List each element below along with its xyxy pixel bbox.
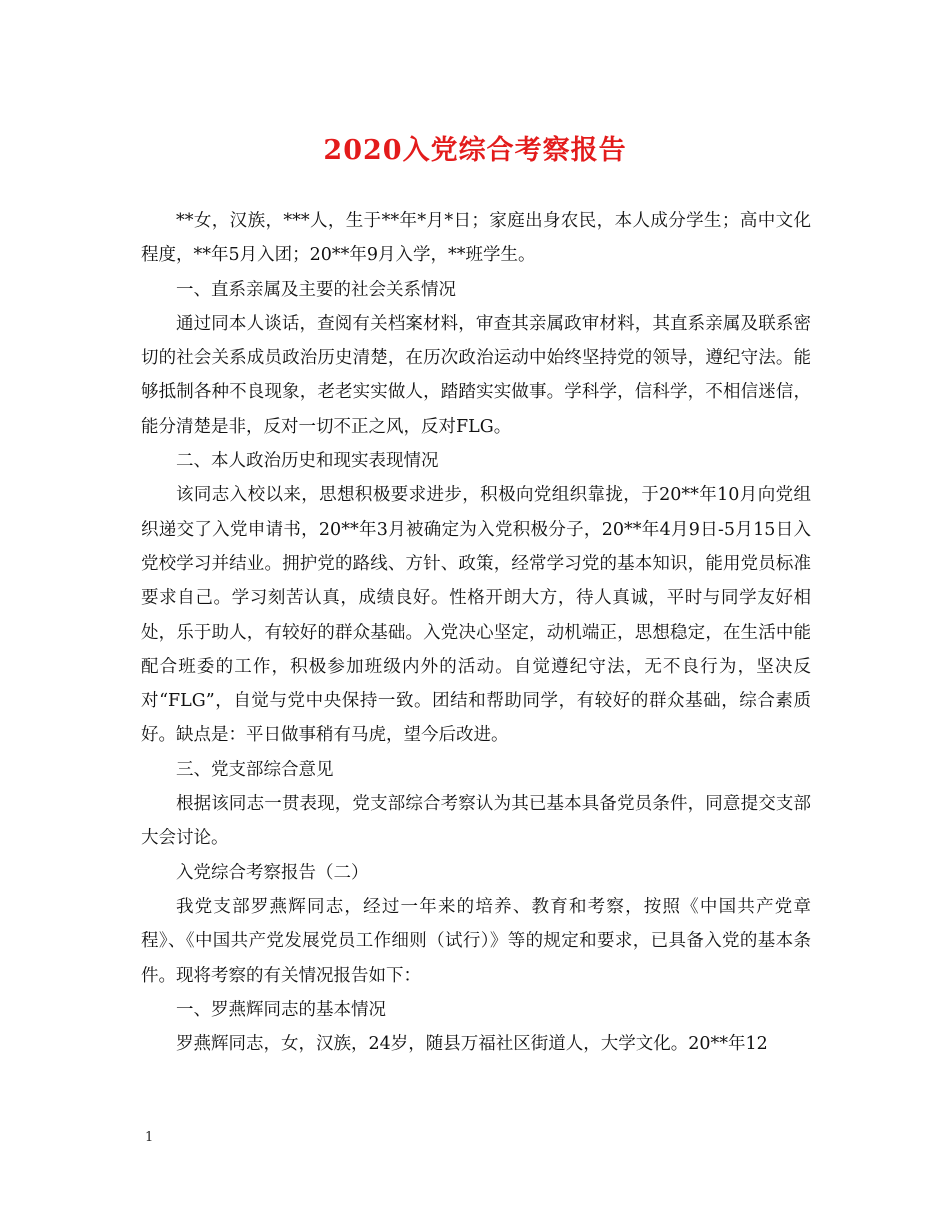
document-title: 2020入党综合考察报告 (323, 135, 627, 166)
paragraph: 罗燕辉同志，女，汉族，24岁，随县万福社区街道人，大学文化。20**年12 (176, 1034, 768, 1055)
paragraph: 根据该同志一贯表现，党支部综合考察认为其已基本具备党员条件，同意提交支部大会讨论。 (141, 794, 811, 849)
paragraph: 该同志入校以来，思想积极要求进步，积极向党组织靠拢，于20**年10月向党组织递交了入党申请书，20**年3月被确定为入党积极分子，20**年4月9日-5月15日入党校学习并结业。拥护党的路线、方针、政策，经常学习党的基本知识，能用党员标准要求自己。学习刻苦认真，成绩良好。性格开朗大方，待人真诚，平时与同学友好相处，乐于助人，有较好的群众基础。入党决心坚定，动机端正，思想稳定，在生活中能配合班委的工作，积极参加班级内外的活动。自觉遵纪守法，无不良行为，坚决反对“FLG”，自觉与党中央保持一致。团结和帮助同学，有较好的群众基础，综合素质好。缺点是：平日做事稍有马虎，望今后改进。 (141, 485, 811, 746)
section-heading: 三、党支部综合意见 (176, 759, 334, 780)
paragraph: 我党支部罗燕辉同志，经过一年来的培养、教育和考察，按照《中国共产党章程》、《中国共产党发展党员工作细则（试行）》等的规定和要求，已具备入党的基本条件。现将考察的有关情况报告如下： (141, 896, 811, 986)
section-heading: 一、罗燕辉同志的基本情况 (176, 999, 386, 1020)
page-number: 1 (145, 1130, 154, 1145)
subtitle-report-two: 入党综合考察报告（二） (176, 862, 369, 883)
section-heading: 二、本人政治历史和现实表现情况 (176, 451, 439, 472)
paragraph-basic-info: **女，汉族，***人，生于**年*月*日；家庭出身农民，本人成分学生；高中文化程度，**年5月入团；20**年9月入学，**班学生。 (141, 211, 811, 266)
paragraph: 通过同本人谈话，查阅有关档案材料，审查其亲属政审材料，其直系亲属及联系密切的社会关系成员政治历史清楚，在历次政治运动中始终坚持党的领导，遵纪守法。能够抵制各种不良现象，老老实实做人，踏踏实实做事。学科学，信科学，不相信迷信，能分清楚是非，反对一切不正之风，反对FLG。 (141, 313, 811, 437)
document-body (141, 204, 811, 1061)
section-heading: 一、直系亲属及主要的社会关系情况 (176, 279, 456, 300)
